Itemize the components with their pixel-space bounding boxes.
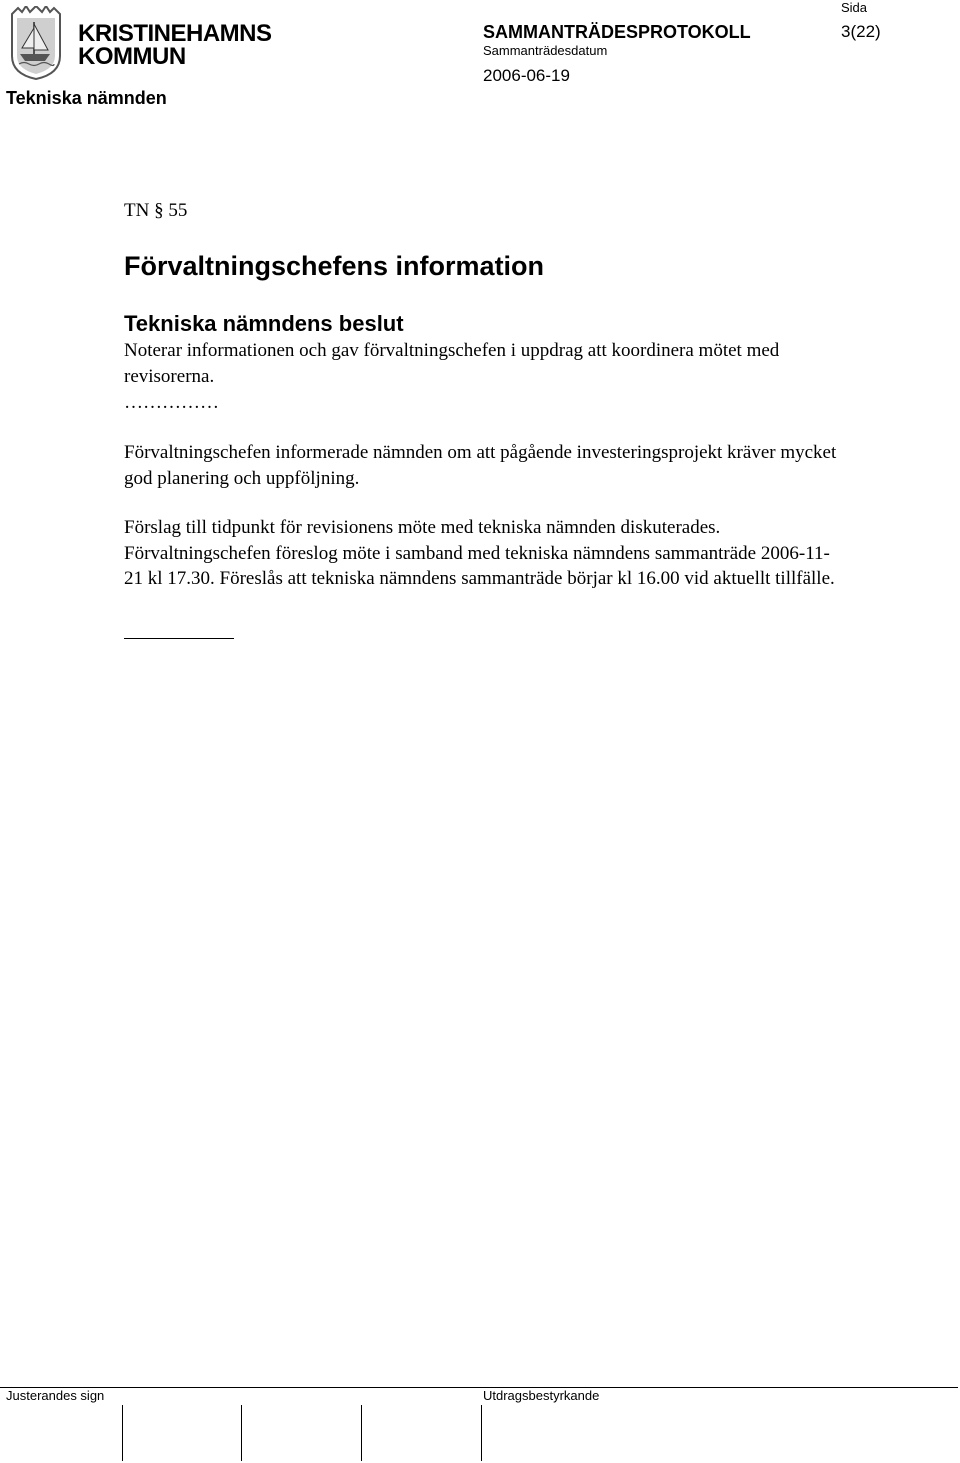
signature-box-divider bbox=[122, 1405, 123, 1461]
committee-name: Tekniska nämnden bbox=[6, 88, 167, 108]
information-paragraph-1: Förvaltningschefen informerade nämnden om att pågående investeringsprojekt kräver mycket god planering och uppföljning. bbox=[124, 442, 837, 489]
organization-name bbox=[78, 22, 272, 68]
signature-box-divider bbox=[361, 1405, 362, 1461]
decision-text: Noterar informationen och gav förvaltningschefen i uppdrag att koordinera mötet med revisorerna. bbox=[124, 340, 780, 387]
coat-of-arms-logo-icon bbox=[10, 6, 62, 80]
meeting-date: 2006-06-19 bbox=[483, 66, 570, 85]
end-rule bbox=[124, 638, 234, 639]
meeting-date-label: Sammanträdesdatum bbox=[483, 43, 608, 58]
footer-rule bbox=[0, 1387, 958, 1388]
document-type: SAMMANTRÄDESPROTOKOLL bbox=[483, 22, 751, 42]
organization-name-line1: KRISTINEHAMNS bbox=[78, 20, 272, 47]
decision-heading: Tekniska nämndens beslut bbox=[124, 311, 404, 336]
signature-box-divider bbox=[481, 1405, 482, 1461]
separator-dots: …………… bbox=[124, 392, 219, 413]
adjusters-sign-label: Justerandes sign bbox=[6, 1388, 105, 1403]
page-label: Sida bbox=[841, 0, 868, 15]
signature-box-divider bbox=[241, 1405, 242, 1461]
organization-name-line2: KOMMUN bbox=[78, 43, 186, 70]
paragraph-number: TN § 55 bbox=[124, 200, 188, 221]
extract-certification-label: Utdragsbestyrkande bbox=[483, 1388, 600, 1403]
information-paragraph-2: Förslag till tidpunkt för revisionens möte med tekniska nämnden diskuterades. Förvaltningschefen föreslog möte i samband med tekniska nämndens sammanträde 2006-11-21 kl 17.30. Föreslås att tekniska nämndens sammanträde börjar kl 16.00 vid aktuellt tillfälle. bbox=[124, 517, 835, 589]
section-title: Förvaltningschefens information bbox=[124, 251, 545, 281]
page-number: 3(22) bbox=[841, 22, 881, 41]
